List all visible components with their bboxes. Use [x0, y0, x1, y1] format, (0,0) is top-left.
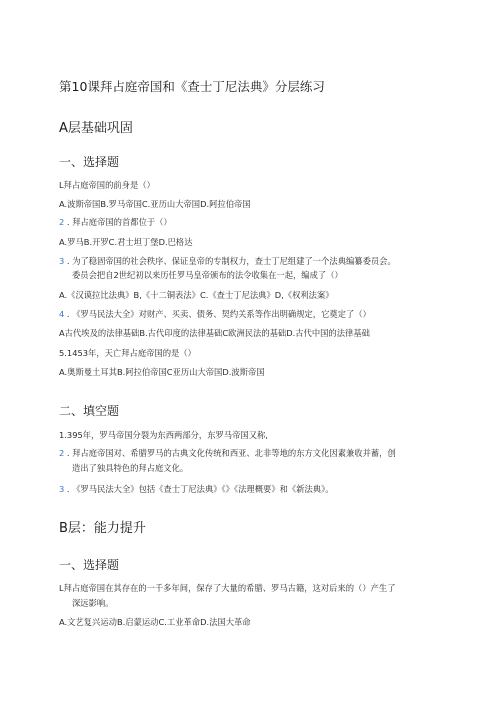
fill-1: 1.395年，罗马帝国分裂为东西两部分，东罗马帝国又称,	[59, 430, 268, 440]
fill-2-continuation: 造出了独具特色的拜占庭文化。	[72, 463, 189, 473]
layer-b-choice-heading: 一、选择题	[59, 558, 120, 572]
question-number: 2	[59, 217, 65, 227]
b-question-1-options: A.文艺复兴运动B.启蒙运动C.工业革命D.法国大革命	[59, 617, 251, 627]
question-4	[59, 308, 470, 320]
fill-number: 3	[59, 484, 65, 494]
question-2	[59, 216, 470, 228]
question-5-options: A.奥斯曼土耳其B.阿拉伯帝国C亚历山大帝国D.波斯帝国	[59, 367, 265, 377]
question-1-options: A.波斯帝国B.罗马帝国C.亚历山大帝国D.阿拉伯帝国	[59, 199, 251, 209]
question-5: 5.1453年，天亡拜占庭帝国的是（）	[59, 348, 196, 358]
question-2-options: A.罗马B.开罗C.君士坦丁堡D.巴格达	[59, 237, 193, 247]
b-question-1-continuation: 深远影响。	[72, 598, 114, 608]
page-title: 第10课拜占庭帝国和《查士丁尼法典》分层练习	[59, 79, 325, 94]
fill-text: . 《罗马民法大全》包括《查士丁尼法典》《》《法理概要》和《新法典》。	[64, 484, 334, 494]
fill-number: 2	[59, 448, 65, 458]
question-number: 4	[59, 309, 65, 319]
question-4-options: A古代埃及的法律基础B.古代印度的法律基础C欧洲民法的基础D.古代中国的法律基础	[59, 328, 370, 338]
layer-a-heading: A层基础巩固	[59, 121, 133, 136]
question-3-options: A.《汉谟拉比法典》B,《十二铜表法》C.《查士丁尼法典》D,《权利法案》	[59, 290, 334, 300]
question-number: 3	[59, 256, 65, 266]
question-1: L拜占庭帝国的前身是（）	[59, 180, 155, 190]
question-text: . 为了稳固帝国的社会秩序、保证皇帝的专制权力，查士丁尼组建了一个法典编纂委员会。	[64, 256, 396, 266]
b-question-1: L拜占庭帝国在其存在的一千多年间，保存了大量的希腊、罗马古籍，这对后来的（）产生了	[59, 583, 396, 593]
layer-a-fill-heading: 二、填空题	[59, 404, 120, 418]
question-3	[59, 255, 470, 267]
fill-2	[59, 447, 470, 459]
fill-3	[59, 483, 470, 495]
layer-a-choice-heading: 一、选择题	[59, 155, 120, 169]
question-3-continuation: 委员会把自2世纪初以来历任罗马皇帝颁布的法令收集在一起，编成了（）	[72, 270, 343, 280]
layer-b-heading: B层：能力提升	[59, 521, 146, 536]
fill-text: . 拜占庭帝国对、希腊罗马的古典文化传统和西亚、北非等地的东方文化因素兼收并蓄，创	[64, 448, 396, 458]
question-text: . 《罗马民法大全》对财产、买卖、债务、契约关系等作出明确规定，它奠定了（）	[64, 309, 371, 319]
question-text: . 拜占庭帝国的首都位于（）	[64, 217, 172, 227]
